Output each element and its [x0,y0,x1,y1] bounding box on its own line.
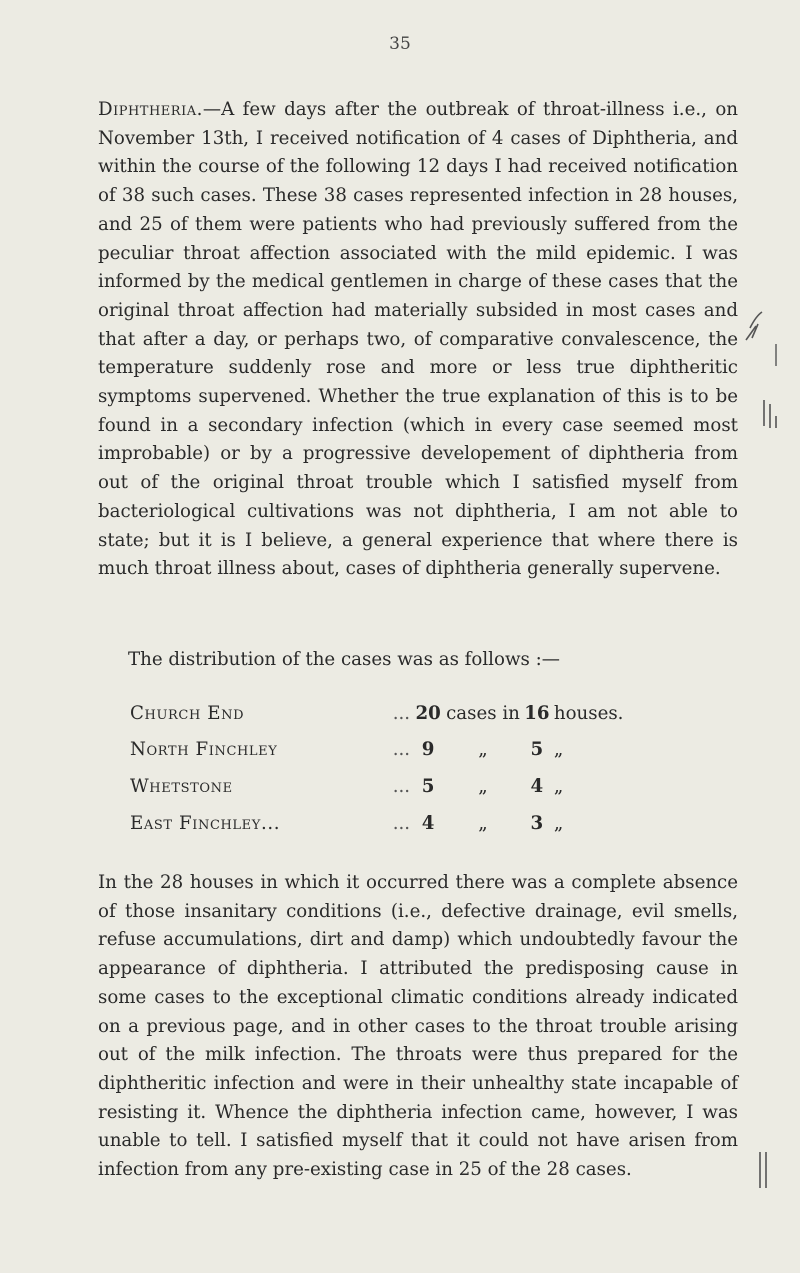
table-row [130,732,634,769]
houses-count: 5 [530,739,544,761]
paragraph-1-text [98,96,738,584]
page-number: 35 [389,34,411,54]
distribution-table [130,695,634,841]
houses-label: „ [553,775,564,797]
cases-label: „ [478,739,488,761]
leader-dots: ... [392,739,411,761]
cases-count: 4 [421,812,435,834]
houses-count: 16 [524,702,550,724]
cases-count: 5 [421,775,435,797]
place-name: Church End [130,702,245,724]
place-name: North Finchley [130,739,278,761]
cases-label: „ [478,775,488,797]
paragraph-houses [98,869,738,1185]
section-heading: Diphtheria. [98,99,203,120]
table-row [130,695,634,732]
houses-label: „ [553,812,564,834]
paragraph-3-text: In the 28 houses in which it occurred there was a complete absence of those insanitary conditions (i.e., defective drainage, evil smells, refuse accumulations, dirt and damp) which undoubtedly favour the appearance of diphtheria. I attributed the predisposing cause in some cases to the exceptional climatic conditions already indicated on a previous page, and in other cases to the throat trouble arising out of the milk infection. The throats were thus prepared for the diphtheritic infection and were in their unhealthy state incapable of resisting it. Whence the diphtheria infection came, however, I was unable to tell. I satisfied myself that it could not have arisen from infection from any pre-existing case in 25 of the 28 cases. [98,872,738,1181]
paragraph-diphtheria [98,96,738,584]
leader-dots: ... [392,702,411,724]
cases-count: 20 [415,702,441,724]
leader-dots: ... [392,812,411,834]
houses-count: 4 [530,775,544,797]
houses-label: houses. [553,702,624,724]
leader-dots: ... [392,775,411,797]
cases-label: „ [478,812,488,834]
margin-bracket-icon [752,1148,776,1194]
paragraph-1-body: —A few days after the outbreak of throat-illness i.e., on November 13th, I received notification of 4 cases of Diphtheria, and within the course of the following 12 days I had received notification of 38 such cases. These 38 cases represented infection in 28 houses, and 25 of them were patients who had previously suffered from the peculiar throat affection associated with the mild epidemic. I was informed by the medical gentlemen in charge of these cases that the original throat affection had materially subsided in most cases and that after a day, or perhaps two, of comparative convalescence, the temperature suddenly rose and more or less true diphtheritic symptoms supervened. Whether the true explanation of this is to be found in a secondary infection (which in every case seemed most improbable) or by a progressive developement of diphtheria from out of the original throat trouble which I satisfied myself from bacteriological cultivations was not diphtheria, I am not able to state; but it is I believe, a general experience that where there is much throat illness about, cases of diphtheria generally supervene. [98,99,738,580]
houses-label: „ [553,739,564,761]
cases-count: 9 [421,739,435,761]
table-row [130,805,634,842]
houses-count: 3 [530,812,544,834]
distribution-intro: The distribution of the cases was as follows :— [128,649,560,670]
cases-label: cases in [446,702,520,724]
table-row [130,768,634,805]
margin-annotation-icon [742,308,782,458]
place-name: Whetstone [130,775,233,797]
place-name: East Finchley... [130,812,281,834]
